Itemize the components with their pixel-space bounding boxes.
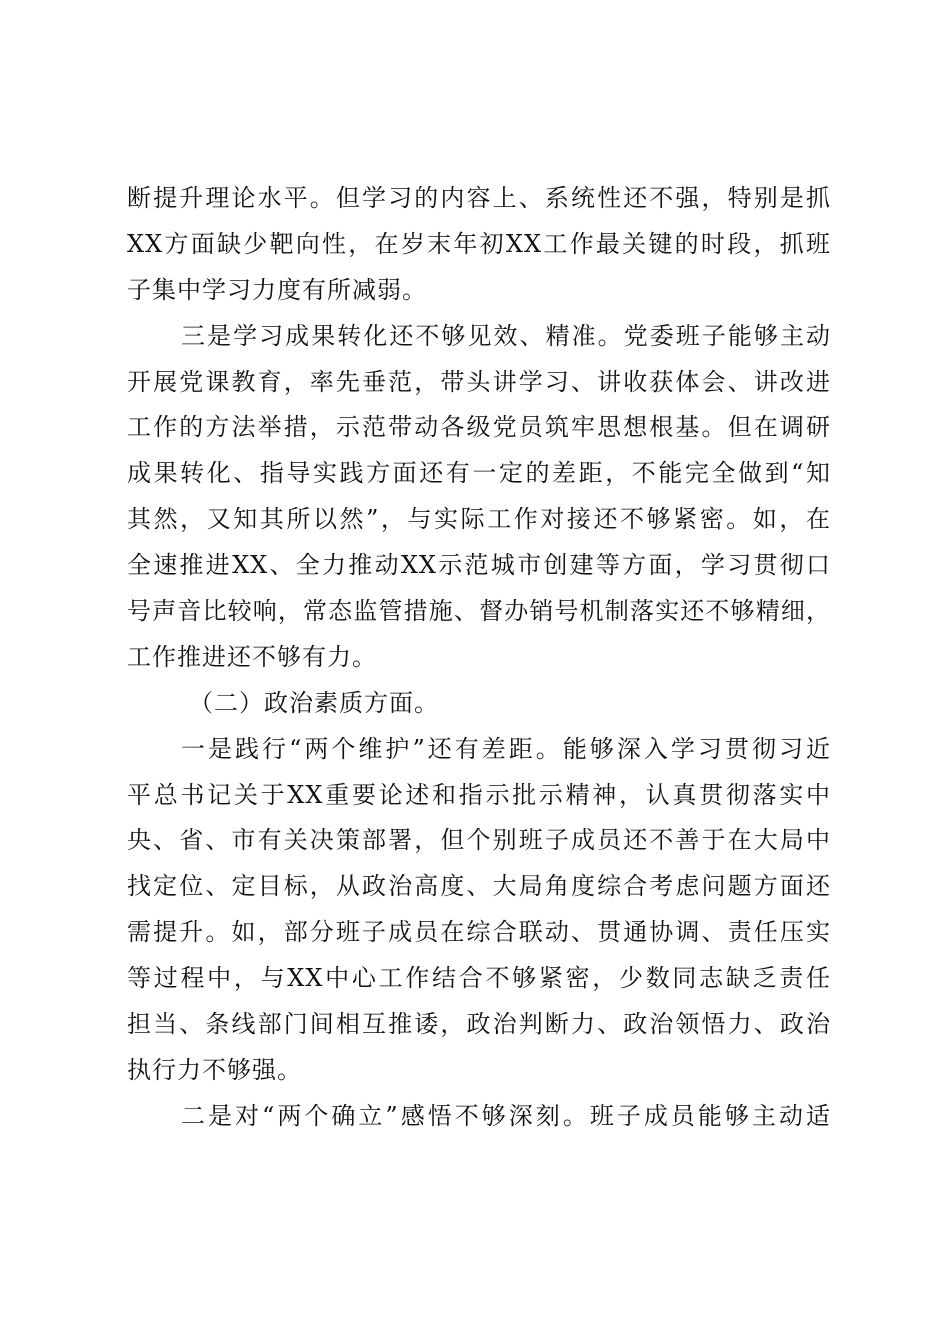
paragraph-line: 成果转化、指导实践方面还有一定的差距，不能完全做到“知 — [127, 459, 831, 488]
paragraph-line: 子集中学习力度有所减弱。 — [127, 275, 427, 304]
paragraph-line: 平总书记关于XX重要论述和指示批示精神，认真贯彻落实中 — [127, 780, 831, 809]
paragraph-line: 执行力不够强。 — [127, 1055, 302, 1084]
paragraph-line: 断提升理论水平。但学习的内容上、系统性还不强，特别是抓 — [127, 184, 831, 212]
paragraph-line: 二是对“两个确立”感悟不够深刻。班子成员能够主动适 — [181, 1101, 831, 1130]
section-heading: （二）政治素质方面。 — [189, 688, 439, 717]
paragraph-line: 号声音比较响，常态监管措施、督办销号机制落实还不够精细， — [127, 597, 831, 626]
paragraph-line: 需提升。如，部分班子成员在综合联动、贯通协调、责任压实 — [127, 918, 831, 947]
paragraph-line: 担当、条线部门间相互推诿，政治判断力、政治领悟力、政治 — [127, 1010, 831, 1039]
paragraph-line: 央、省、市有关决策部署，但个别班子成员还不善于在大局中 — [127, 826, 831, 855]
document-body — [127, 176, 831, 1140]
paragraph-line: XX方面缺少靶向性，在岁末年初XX工作最关键的时段，抓班 — [127, 229, 831, 258]
paragraph-line: 三是学习成果转化还不够见效、精准。党委班子能够主动 — [181, 321, 831, 350]
paragraph-line: 一是践行“两个维护”还有差距。能够深入学习贯彻习近 — [181, 734, 831, 763]
paragraph-line: 其然，又知其所以然”，与实际工作对接还不够紧密。如，在 — [127, 505, 831, 534]
paragraph-line: 等过程中，与XX中心工作结合不够紧密，少数同志缺乏责任 — [127, 964, 831, 993]
paragraph-line: 工作的方法举措，示范带动各级党员筑牢思想根基。但在调研 — [127, 413, 831, 442]
paragraph-line: 开展党课教育，率先垂范，带头讲学习、讲收获体会、讲改进 — [127, 367, 831, 396]
paragraph-line: 找定位、定目标，从政治高度、大局角度综合考虑问题方面还 — [127, 872, 831, 901]
paragraph-line: 全速推进XX、全力推动XX示范城市创建等方面，学习贯彻口 — [127, 551, 831, 580]
paragraph-line: 工作推进还不够有力。 — [127, 642, 377, 671]
